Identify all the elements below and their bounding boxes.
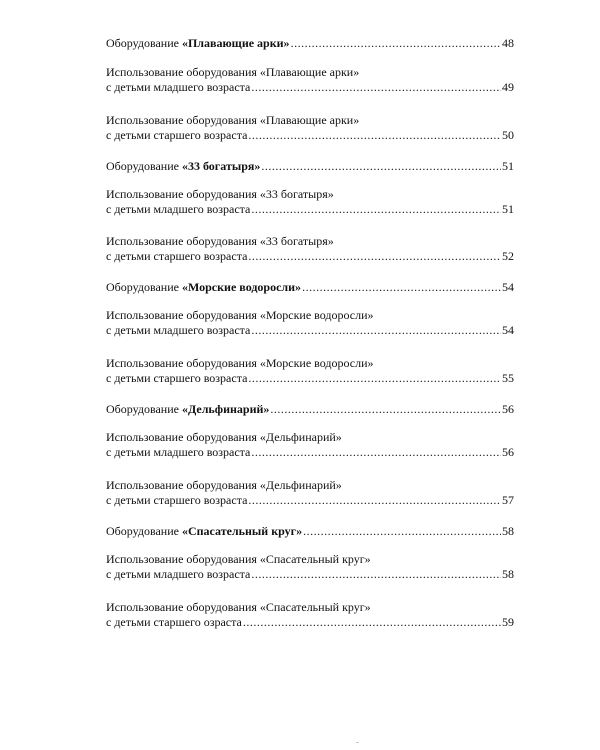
dot-leader	[291, 36, 501, 51]
toc-entry-usage[interactable]	[106, 478, 514, 518]
page-number: 48	[502, 36, 514, 50]
dot-leader	[248, 493, 501, 508]
dot-leader	[251, 323, 501, 338]
toc-entry-equipment[interactable]	[106, 159, 514, 179]
entry-line-2: с детьми старшего возраста	[106, 371, 248, 385]
entry-title: «Морские водоросли»	[181, 280, 302, 294]
entry-title: «33 богатыря»	[181, 159, 261, 173]
page-number: 56	[502, 445, 514, 459]
dot-leader	[251, 567, 501, 582]
entry-prefix: Оборудование	[106, 159, 182, 173]
toc-entry-equipment[interactable]	[106, 280, 514, 300]
entry-line-1: Использование оборудования «Спасательный круг»	[106, 600, 371, 614]
page-number: 57	[502, 493, 514, 507]
entry-line-1: Использование оборудования «Спасательный круг»	[106, 552, 371, 566]
entry-line-1: Использование оборудования «Дельфинарий»	[106, 430, 342, 444]
page-number: 54	[502, 323, 514, 337]
entry-line-2: с детьми младшего возраста	[106, 445, 251, 459]
dot-leader	[243, 615, 501, 630]
entry-title: «Дельфинарий»	[181, 402, 270, 416]
toc-entry-usage[interactable]	[106, 308, 514, 348]
entry-title: «Спасательный круг»	[181, 524, 303, 538]
dot-leader	[248, 371, 501, 386]
toc-entry-usage[interactable]	[106, 65, 514, 105]
entry-line-2: с детьми старшего возраста	[106, 128, 248, 142]
entry-line-2: с детьми младшего возраста	[106, 80, 251, 94]
table-of-contents	[106, 36, 514, 640]
entry-line-1: Использование оборудования «Плавающие арки»	[106, 113, 360, 127]
page-number: 55	[502, 371, 514, 385]
scan-mark	[356, 742, 359, 743]
dot-leader	[251, 202, 501, 217]
entry-prefix: Оборудование	[106, 524, 182, 538]
page-number: 51	[502, 159, 514, 173]
page-number: 58	[502, 524, 514, 538]
entry-line-1: Использование оборудования «33 богатыря»	[106, 187, 334, 201]
dot-leader	[248, 249, 501, 264]
page-number: 58	[502, 567, 514, 581]
toc-entry-usage[interactable]	[106, 187, 514, 227]
entry-line-2: с детьми младшего возраста	[106, 323, 251, 337]
toc-entry-equipment[interactable]	[106, 402, 514, 422]
toc-entry-usage[interactable]	[106, 113, 514, 153]
entry-line-2: с детьми старшего возраста	[106, 493, 248, 507]
page-number: 50	[502, 128, 514, 142]
page-number: 49	[502, 80, 514, 94]
entry-line-2: с детьми младшего возраста	[106, 202, 251, 216]
dot-leader	[302, 280, 501, 295]
toc-entry-usage[interactable]	[106, 600, 514, 640]
entry-line-2: с детьми старшего озраста	[106, 615, 242, 629]
dot-leader	[251, 445, 501, 460]
toc-entry-usage[interactable]	[106, 234, 514, 274]
page-number: 51	[502, 202, 514, 216]
entry-line-2: с детьми младшего возраста	[106, 567, 251, 581]
dot-leader	[248, 128, 501, 143]
dot-leader	[270, 402, 501, 417]
toc-entry-usage[interactable]	[106, 356, 514, 396]
entry-line-2: с детьми старшего возраста	[106, 249, 248, 263]
page-number: 56	[502, 402, 514, 416]
entry-line-1: Использование оборудования «Дельфинарий»	[106, 478, 342, 492]
dot-leader	[261, 159, 501, 174]
entry-prefix: Оборудование	[106, 402, 182, 416]
entry-title: «Плавающие арки»	[181, 36, 290, 50]
page-number: 52	[502, 249, 514, 263]
page-number: 54	[502, 280, 514, 294]
entry-line-1: Использование оборудования «Морские водоросли»	[106, 356, 374, 370]
toc-entry-equipment[interactable]	[106, 524, 514, 544]
toc-entry-usage[interactable]	[106, 430, 514, 470]
entry-line-1: Использование оборудования «Плавающие арки»	[106, 65, 360, 79]
entry-prefix: Оборудование	[106, 280, 182, 294]
dot-leader	[251, 80, 501, 95]
dot-leader	[303, 524, 501, 539]
entry-prefix: Оборудование	[106, 36, 182, 50]
toc-entry-usage[interactable]	[106, 552, 514, 592]
entry-line-1: Использование оборудования «Морские водоросли»	[106, 308, 374, 322]
entry-line-1: Использование оборудования «33 богатыря»	[106, 234, 334, 248]
page-number: 59	[502, 615, 514, 629]
toc-entry-equipment[interactable]	[106, 36, 514, 56]
